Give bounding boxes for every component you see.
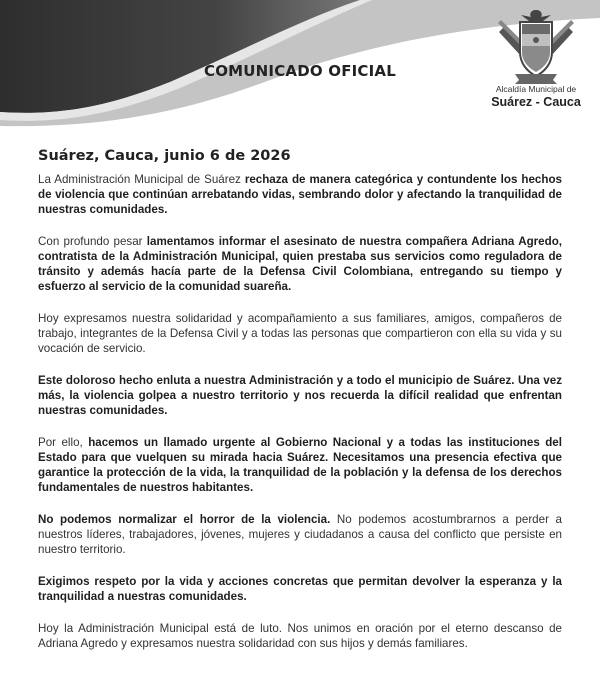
paragraph bbox=[38, 512, 562, 557]
paragraph bbox=[38, 373, 562, 418]
text-segment: Hoy expresamos nuestra solidaridad y acompañamiento a sus familiares, amigos, compañeros de trabajo, integrantes de la Defensa Civil y a todas las personas que compartieron con ella su vida y su vocación de servicio. bbox=[38, 312, 562, 355]
title-text: COMUNICADO OFICIAL bbox=[204, 62, 396, 80]
paragraph bbox=[38, 621, 562, 651]
text-segment: Hoy la Administración Municipal está de luto. Nos unimos en oración por el eterno descanso de Adriana Agredo y expresamos nuestra solidaridad con sus hijos y demás familiares. bbox=[38, 622, 562, 650]
text-segment: No podemos acostumbrarnos a perder a nuestros líderes, trabajadores, jóvenes, mujeres y ciudadanos a causa del conflicto que persiste en nuestro territorio. bbox=[38, 513, 562, 556]
logo-line-2: Suárez - Cauca bbox=[491, 95, 581, 109]
document-date: Suárez, Cauca, junio 6 de 2026 bbox=[38, 148, 291, 164]
coat-of-arms-icon bbox=[491, 6, 581, 86]
paragraph bbox=[38, 234, 562, 294]
bold-text-segment: hacemos un llamado urgente al Gobierno Nacional y a todas las instituciones del Estado para que vuelquen su mirada hacia Suárez. Necesitamos una presencia efectiva que garantice la protección de la vida, la tranquilidad de la población y la defensa de los derechos fundamentales de nuestros habitantes. bbox=[38, 436, 562, 494]
text-segment: La Administración Municipal de Suárez bbox=[38, 173, 245, 186]
bold-text-segment: No podemos normalizar el horror de la violencia. bbox=[38, 513, 331, 526]
paragraph bbox=[38, 574, 562, 604]
bold-text-segment: Exigimos respeto por la vida y acciones concretas que permitan devolver la esperanza y la tranquilidad a nuestras comunidades. bbox=[38, 575, 562, 603]
municipal-logo bbox=[474, 6, 598, 124]
bold-text-segment: rechaza de manera categórica y contundente los hechos de violencia que continúan arrebatando vidas, sembrando dolor y afectando la tranquilidad de nuestras comunidades. bbox=[38, 173, 562, 216]
text-segment: Con profundo pesar bbox=[38, 235, 147, 248]
bold-text-segment: lamentamos informar el asesinato de nuestra compañera Adriana Agredo, contratista de la Administración Municipal, quien prestaba sus servicios como reguladora de tránsito y además hacía parte de la Defensa Civil Colombiana, entregando su tiempo y esfuerzo al servicio de la comunidad suareña. bbox=[38, 235, 562, 293]
text-segment: Por ello, bbox=[38, 436, 89, 449]
paragraph bbox=[38, 172, 562, 217]
document-body bbox=[38, 172, 562, 668]
paragraph bbox=[38, 311, 562, 356]
paragraph bbox=[38, 435, 562, 495]
logo-line-1: Alcaldía Municipal de bbox=[495, 84, 577, 94]
bold-text-segment: Este doloroso hecho enluta a nuestra Administración y a todo el municipio de Suárez. Una vez más, la violencia golpea a nuestro territorio y nos recuerda la difícil realidad que enfrentan nuestras comunidades. bbox=[38, 374, 562, 417]
